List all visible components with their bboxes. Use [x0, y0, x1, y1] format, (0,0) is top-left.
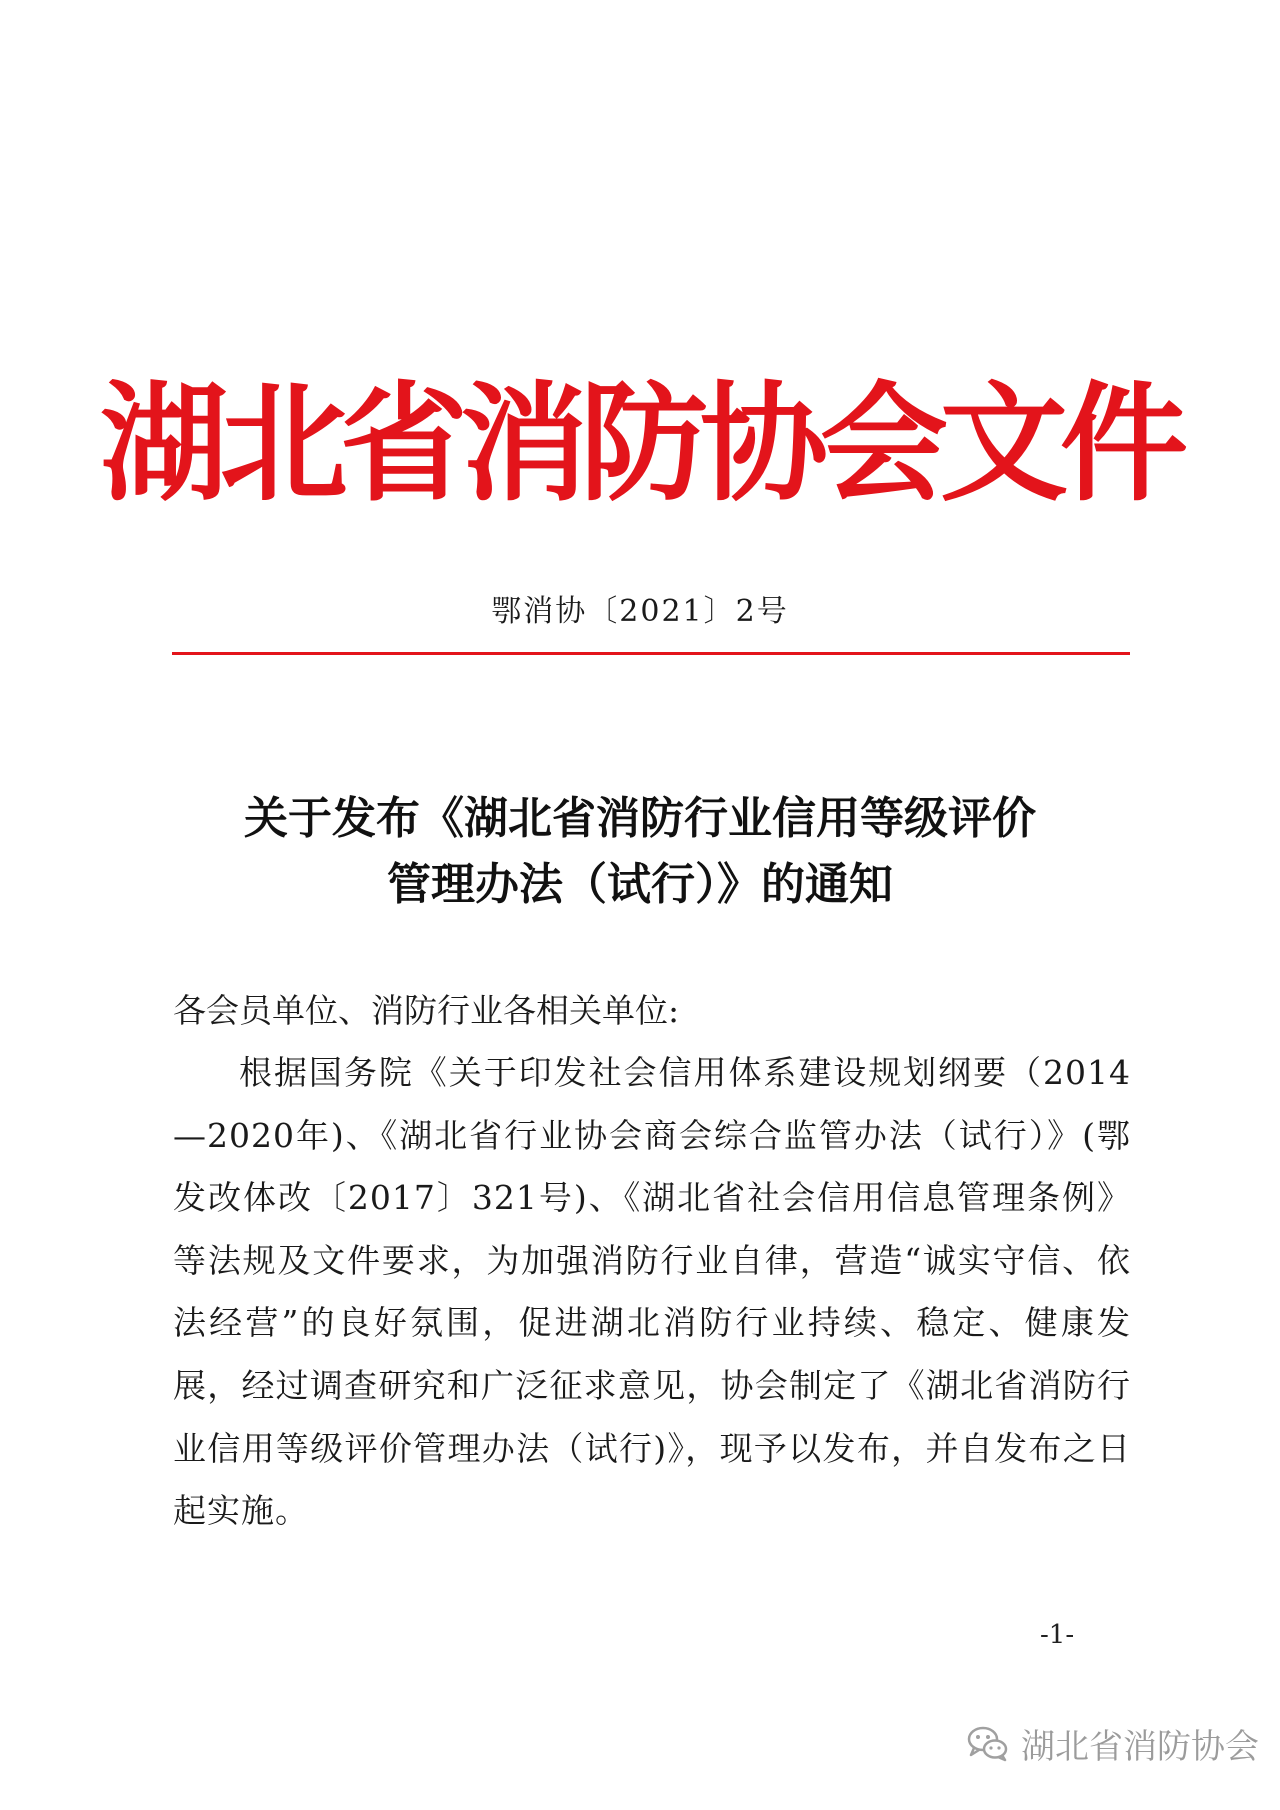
- notice-title-line-2: 管理办法（试行）》的通知: [387, 859, 893, 910]
- notice-title: [100, 786, 1180, 918]
- masthead-title: 湖北省消防协会文件: [99, 370, 1180, 519]
- salutation: 各会员单位、消防行业各相关单位:: [173, 991, 680, 1030]
- wechat-watermark: [965, 1718, 1259, 1768]
- notice-body: [173, 980, 1131, 1543]
- watermark-text: 湖北省消防协会: [1021, 1726, 1259, 1767]
- notice-title-line-1: 关于发布《湖北省消防行业信用等级评价: [244, 793, 1036, 844]
- body-paragraph: 根据国务院《关于印发社会信用体系建设规划纲要（2014—2020年)、《湖北省行业协会商会综合监管办法（试行）》(鄂发改体改〔2017〕321号)、《湖北省社会信用信息管理条例》等法规及文件要求，为加强消防行业自律，营造“诚实守信、依法经营”的良好氛围，促进湖北消防行业持续、稳定、健康发展，经过调查研究和广泛征求意见，协会制定了《湖北省消防行业信用等级评价管理办法（试行)》，现予以发布，并自发布之日起实施。: [173, 1053, 1131, 1531]
- document-number: 鄂消协〔2021〕2号: [491, 594, 789, 629]
- page-number: -1-: [1040, 1620, 1075, 1650]
- red-divider: [172, 652, 1130, 655]
- wechat-icon: [965, 1720, 1011, 1766]
